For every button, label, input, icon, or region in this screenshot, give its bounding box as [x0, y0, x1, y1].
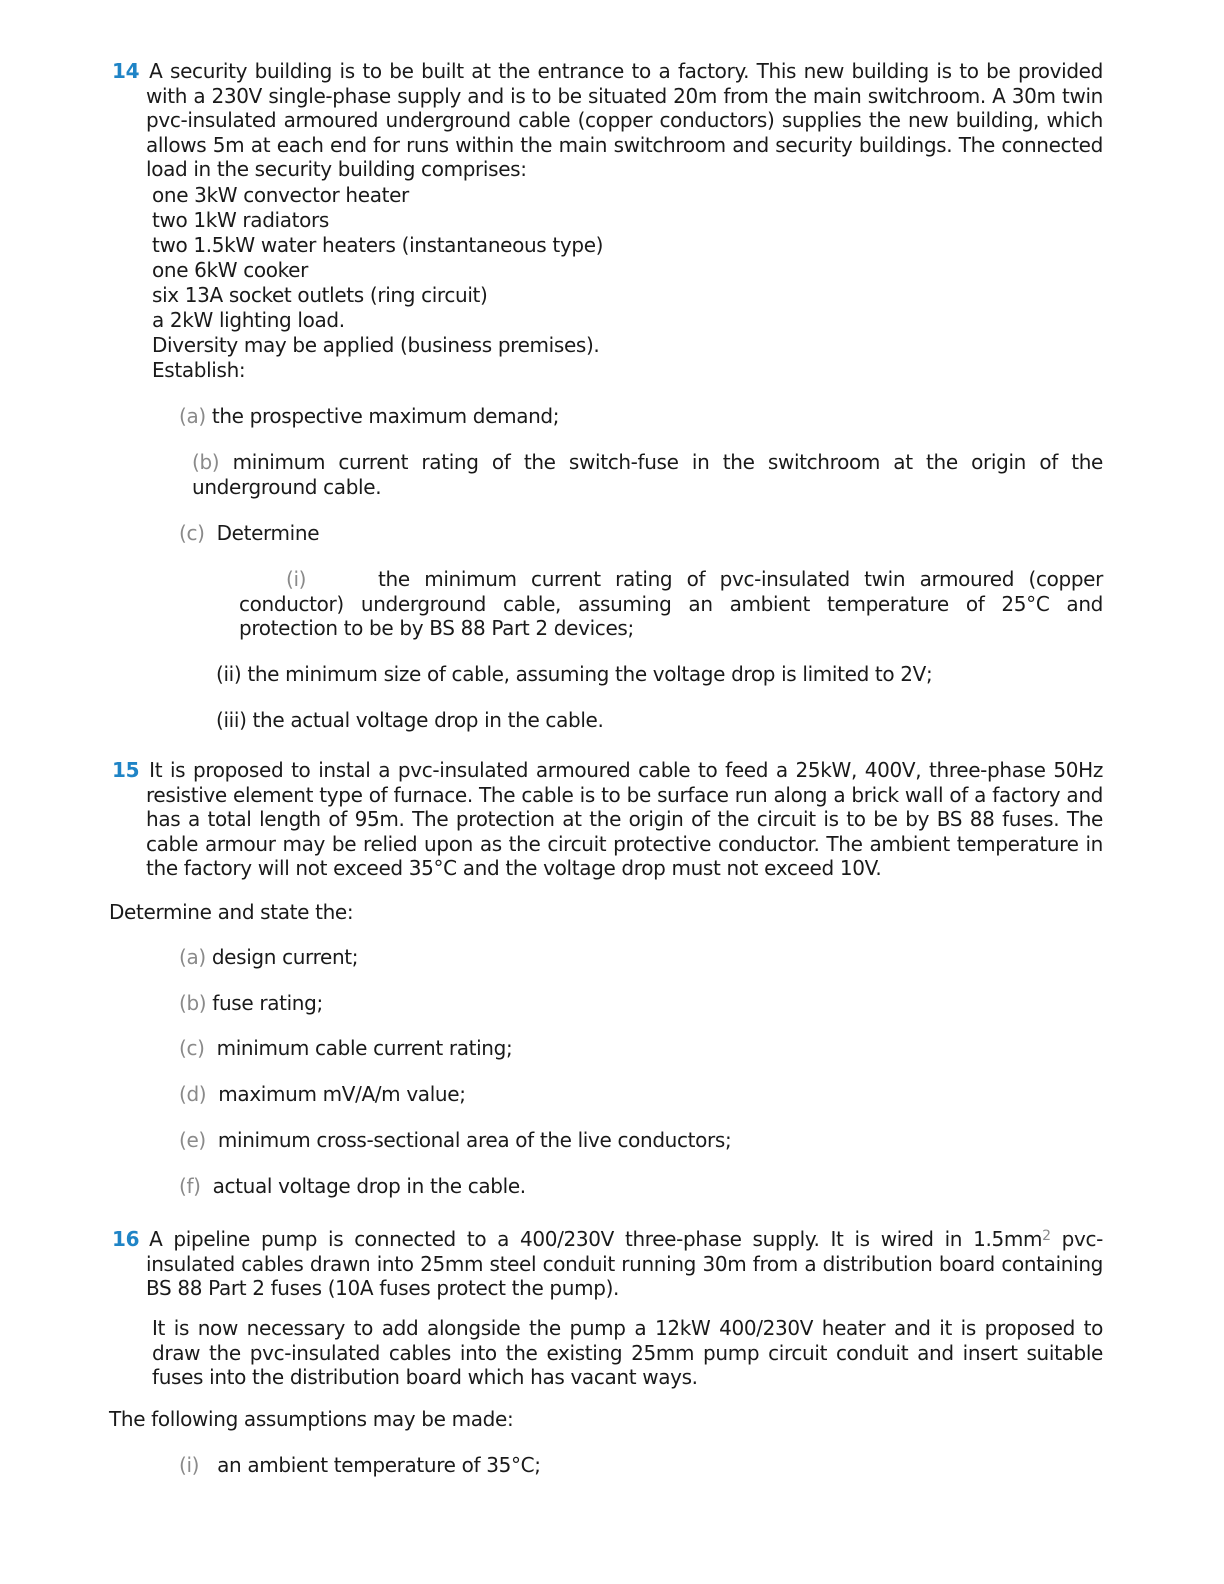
q16-intro-pre: A pipeline pump is connected to a 400/230V three-phase supply. It is wired in 1.5mm: [149, 1227, 1043, 1251]
q15-intro: [112, 758, 1103, 881]
q15-item-a: [179, 945, 358, 970]
q14-item-a-letter: (a): [179, 404, 206, 428]
q15-item-c-letter: (c): [179, 1036, 205, 1060]
q15-number: 15: [112, 758, 140, 782]
q14-item-c-i-letter: (i): [286, 567, 307, 591]
q15-item-f-text: actual voltage drop in the cable.: [212, 1174, 526, 1198]
q16-intro-post: pvc-insulated cables drawn into 25mm steel conduit running 30m from a distribution board containing BS 88 Part 2 fuses (10A fuses protect the pump).: [146, 1227, 1103, 1301]
q16-item-i-letter: (i): [179, 1453, 200, 1477]
q15-item-f-letter: (f): [179, 1174, 201, 1198]
q14-item-c-letter: (c): [179, 521, 205, 545]
q15-item-c-text: minimum cable current rating;: [216, 1036, 513, 1060]
q14-load-1: one 3kW convector heater: [152, 183, 409, 207]
q14-diversity-note: Diversity may be applied (business premises).: [152, 333, 600, 357]
q14-item-c-text: Determine: [216, 521, 320, 545]
q14-item-b: [192, 450, 1103, 499]
q16-item-i: [179, 1453, 541, 1478]
q14-item-b-letter: (b): [192, 450, 220, 474]
q14-item-c: [179, 521, 319, 546]
q14-item-c-iii: (iii) the actual voltage drop in the cable.: [216, 708, 604, 732]
q14-load-3: two 1.5kW water heaters (instantaneous type): [152, 233, 604, 257]
q14-item-c-i-text: the minimum current rating of pvc-insulated twin armoured (copper conductor) underground cable, assuming an ambient temperature of 25°C and protection to be by BS 88 Part 2 devices;: [239, 567, 1103, 641]
q15-item-d-letter: (d): [179, 1082, 207, 1106]
q14-item-a-text: the prospective maximum demand;: [211, 404, 560, 428]
q16-lead: The following assumptions may be made:: [109, 1407, 514, 1431]
q15-item-b-text: fuse rating;: [212, 991, 323, 1015]
q15-item-e-text: minimum cross-sectional area of the live conductors;: [217, 1128, 732, 1152]
q15-lead: Determine and state the:: [109, 900, 354, 924]
q14-item-c-i: [239, 567, 1103, 641]
q15-item-d-text: maximum mV/A/m value;: [218, 1082, 466, 1106]
q15-item-e: [179, 1128, 731, 1153]
q16-number: 16: [112, 1227, 140, 1251]
q15-item-a-text: design current;: [211, 945, 359, 969]
q15-item-b-letter: (b): [179, 991, 207, 1015]
q14-intro: [112, 59, 1103, 182]
q15-item-c: [179, 1036, 512, 1061]
q15-item-b: [179, 991, 323, 1016]
q14-load-2: two 1kW radiators: [152, 208, 329, 232]
q14-establish: Establish:: [152, 358, 246, 382]
q16-intro: [112, 1224, 1103, 1301]
q15-item-f: [179, 1174, 526, 1199]
q15-item-e-letter: (e): [179, 1128, 206, 1152]
q14-load-5: six 13A socket outlets (ring circuit): [152, 283, 488, 307]
q15-intro-text: It is proposed to instal a pvc-insulated armoured cable to feed a 25kW, 400V, three-phase 50Hz resistive element type of furnace. The cable is to be surface run along a brick wall of a factory and has a total length of 95m. The protection at the origin of the circuit is to be by BS 88 fuses. The cable armour may be relied upon as the circuit protective conductor. The ambient temperature in the factory will not exceed 35°C and the voltage drop must not exceed 10V.: [146, 758, 1103, 881]
q16-item-i-text: an ambient temperature of 35°C;: [217, 1453, 541, 1477]
q14-load-6: a 2kW lighting load.: [152, 308, 345, 332]
q16-paragraph-2: It is now necessary to add alongside the pump a 12kW 400/230V heater and it is proposed to draw the pvc-insulated cables into the existing 25mm pump circuit conduit and insert suitable fuses into the distribution board which has vacant ways.: [152, 1316, 1103, 1390]
q16-superscript: 2: [1042, 1228, 1051, 1244]
q14-number: 14: [112, 59, 140, 83]
q14-intro-text: A security building is to be built at the entrance to a factory. This new building is to be provided with a 230V single-phase supply and is to be situated 20m from the main switchroom. A 30m twin pvc-insulated armoured underground cable (copper conductors) supplies the new building, which allows 5m at each end for runs within the main switchroom and security buildings. The connected load in the security building comprises:: [146, 59, 1103, 182]
q14-load-4: one 6kW cooker: [152, 258, 308, 282]
q14-item-b-text: minimum current rating of the switch-fuse in the switchroom at the origin of the underground cable.: [192, 450, 1103, 499]
q14-item-c-ii: (ii) the minimum size of cable, assuming the voltage drop is limited to 2V;: [216, 662, 933, 686]
q14-item-a: [179, 404, 559, 429]
q15-item-d: [179, 1082, 466, 1107]
q15-item-a-letter: (a): [179, 945, 206, 969]
